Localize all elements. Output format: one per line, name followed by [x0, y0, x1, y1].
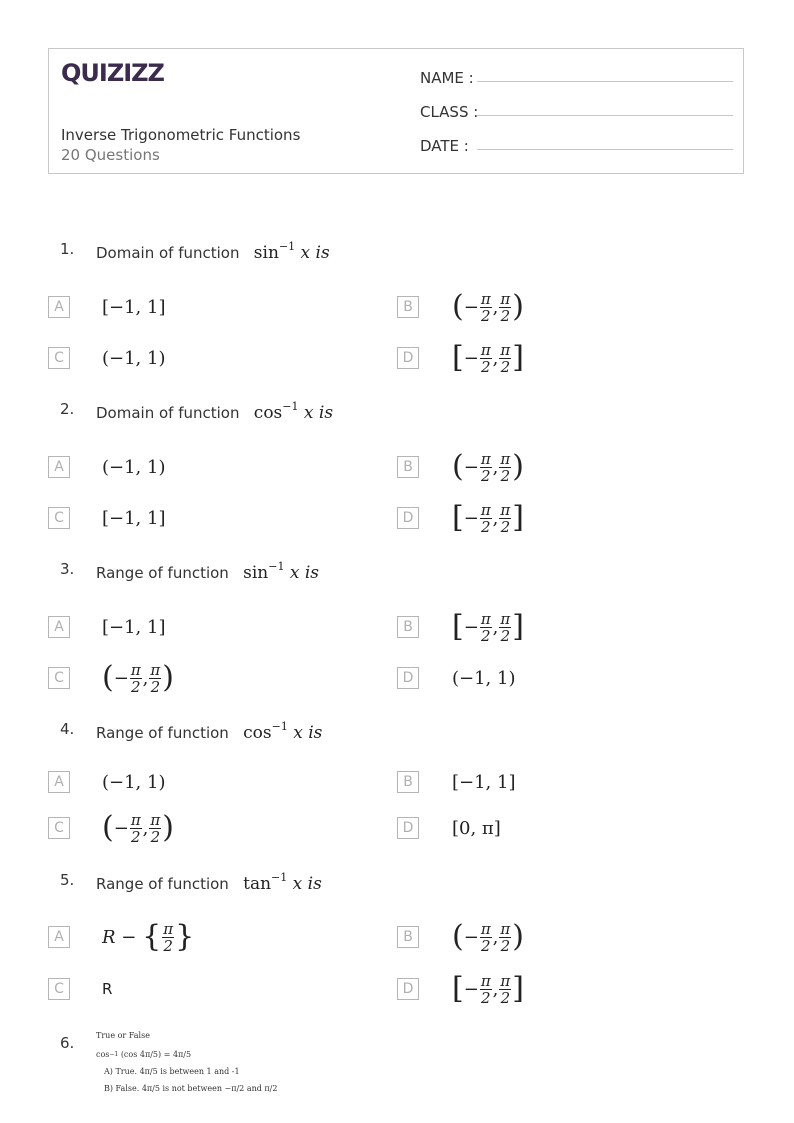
fraction: $\frac{\pi}{2}$ — [480, 340, 491, 376]
option-a-box[interactable]: A — [48, 926, 70, 948]
class-line[interactable] — [477, 115, 733, 116]
option-d-value[interactable]: [ − $\frac{\pi}{2}$ , $\frac{\pi}{2}$ ] — [452, 500, 524, 536]
option-a-box[interactable]: A — [48, 616, 70, 638]
option-b-box[interactable]: B — [397, 926, 419, 948]
option-d-value[interactable]: [0, π] — [452, 817, 501, 839]
fraction: $\frac{\pi}{2}$ — [130, 660, 141, 696]
q6-heading: True or False — [96, 1031, 150, 1040]
fraction: $\frac{\pi}{2}$ — [163, 919, 174, 955]
question-text: Range of function $\tan^{-1} x$ is — [96, 871, 322, 894]
option-d-box[interactable]: D — [397, 507, 419, 529]
question-count: 20 Questions — [61, 146, 160, 164]
date-field[interactable] — [420, 137, 469, 155]
fraction: $\frac{\pi}{2}$ — [500, 609, 511, 645]
option-a-value[interactable]: (−1, 1) — [102, 771, 166, 793]
option-b-box[interactable]: B — [397, 771, 419, 793]
option-c-box[interactable]: C — [48, 347, 70, 369]
question-number: 2. — [60, 400, 75, 418]
q6-equation: cos −1 (cos 4π/5 ) = 4π/5 — [96, 1050, 192, 1059]
option-d-value[interactable]: [ − $\frac{\pi}{2}$ , $\frac{\pi}{2}$ ] — [452, 971, 524, 1007]
option-c-value[interactable]: [−1, 1] — [102, 507, 166, 529]
option-c-box[interactable]: C — [48, 817, 70, 839]
worksheet-title: Inverse Trigonometric Functions — [61, 126, 301, 144]
q6-option-a: A) True. 4π/5 is between 1 and -1 — [104, 1067, 240, 1076]
fraction: $\frac{\pi}{2}$ — [480, 609, 491, 645]
option-a-value[interactable]: (−1, 1) — [102, 456, 166, 478]
question-number: 4. — [60, 720, 75, 738]
question-text: Domain of function $\cos^{-1} x$ is — [96, 400, 334, 423]
option-c-box[interactable]: C — [48, 507, 70, 529]
name-label: NAME : — [420, 69, 474, 87]
option-b-value[interactable]: ( − $\frac{\pi}{2}$ , $\frac{\pi}{2}$ ) — [452, 289, 524, 325]
question-text: Range of function $\cos^{-1} x$ is — [96, 720, 323, 743]
option-d-box[interactable]: D — [397, 667, 419, 689]
option-b-box[interactable]: B — [397, 616, 419, 638]
question-text: Domain of function $\sin^{-1} x$ is — [96, 240, 330, 263]
option-d-box[interactable]: D — [397, 978, 419, 1000]
fraction: $\frac{\pi}{2}$ — [150, 810, 161, 846]
option-a-box[interactable]: A — [48, 771, 70, 793]
question-text: Range of function $\sin^{-1} x$ is — [96, 560, 320, 583]
question-number: 5. — [60, 871, 75, 889]
option-d-value[interactable]: [ − $\frac{\pi}{2}$ , $\frac{\pi}{2}$ ] — [452, 340, 524, 376]
class-label: CLASS : — [420, 103, 479, 121]
worksheet-header — [48, 48, 744, 174]
option-c-value[interactable]: R — [102, 980, 113, 998]
fraction: $\frac{\pi}{2}$ — [130, 810, 141, 846]
q6-option-b: B) False. 4π/5 is not between −π/2 and π/2 — [104, 1084, 278, 1093]
fraction: $\frac{\pi}{2}$ — [500, 971, 511, 1007]
question-6-image — [96, 1030, 277, 1094]
option-b-value[interactable]: ( − $\frac{\pi}{2}$ , $\frac{\pi}{2}$ ) — [452, 919, 524, 955]
fraction: $\frac{\pi}{2}$ — [150, 660, 161, 696]
fraction: $\frac{\pi}{2}$ — [480, 289, 491, 325]
option-c-value[interactable]: ( − $\frac{\pi}{2}$ , $\frac{\pi}{2}$ ) — [102, 810, 174, 846]
question-number: 6. — [60, 1034, 75, 1052]
option-b-value[interactable]: [ − $\frac{\pi}{2}$ , $\frac{\pi}{2}$ ] — [452, 609, 524, 645]
option-c-value[interactable]: ( − $\frac{\pi}{2}$ , $\frac{\pi}{2}$ ) — [102, 660, 174, 696]
date-label: DATE : — [420, 137, 469, 155]
option-d-value[interactable]: (−1, 1) — [452, 667, 516, 689]
fraction: $\frac{\pi}{2}$ — [500, 500, 511, 536]
name-field[interactable] — [420, 69, 474, 87]
option-c-box[interactable]: C — [48, 667, 70, 689]
option-c-box[interactable]: C — [48, 978, 70, 1000]
name-line[interactable] — [477, 81, 733, 82]
fraction: $\frac{\pi}{2}$ — [480, 449, 491, 485]
option-d-box[interactable]: D — [397, 817, 419, 839]
option-b-value[interactable]: ( − $\frac{\pi}{2}$ , $\frac{\pi}{2}$ ) — [452, 449, 524, 485]
question-number: 3. — [60, 560, 75, 578]
option-d-box[interactable]: D — [397, 347, 419, 369]
question-number: 1. — [60, 240, 75, 258]
option-b-box[interactable]: B — [397, 296, 419, 318]
fraction: $\frac{\pi}{2}$ — [480, 971, 491, 1007]
option-a-box[interactable]: A — [48, 456, 70, 478]
date-line[interactable] — [477, 149, 733, 150]
fraction: $\frac{\pi}{2}$ — [500, 449, 511, 485]
fraction: $\frac{\pi}{2}$ — [500, 289, 511, 325]
fraction: $\frac{\pi}{2}$ — [480, 500, 491, 536]
class-field[interactable] — [420, 103, 478, 121]
fraction: $\frac{\pi}{2}$ — [500, 340, 511, 376]
option-c-value[interactable]: (−1, 1) — [102, 347, 166, 369]
option-a-value[interactable]: [−1, 1] — [102, 616, 166, 638]
fraction: $\frac{\pi}{2}$ — [480, 919, 491, 955]
option-b-value[interactable]: [−1, 1] — [452, 771, 516, 793]
option-a-value[interactable]: [−1, 1] — [102, 296, 166, 318]
option-b-box[interactable]: B — [397, 456, 419, 478]
option-a-box[interactable]: A — [48, 296, 70, 318]
quizizz-logo: QUIZIZZ — [61, 59, 164, 87]
fraction: $\frac{\pi}{2}$ — [500, 919, 511, 955]
option-a-value[interactable]: R − { $\frac{\pi}{2}$ } — [102, 919, 195, 955]
